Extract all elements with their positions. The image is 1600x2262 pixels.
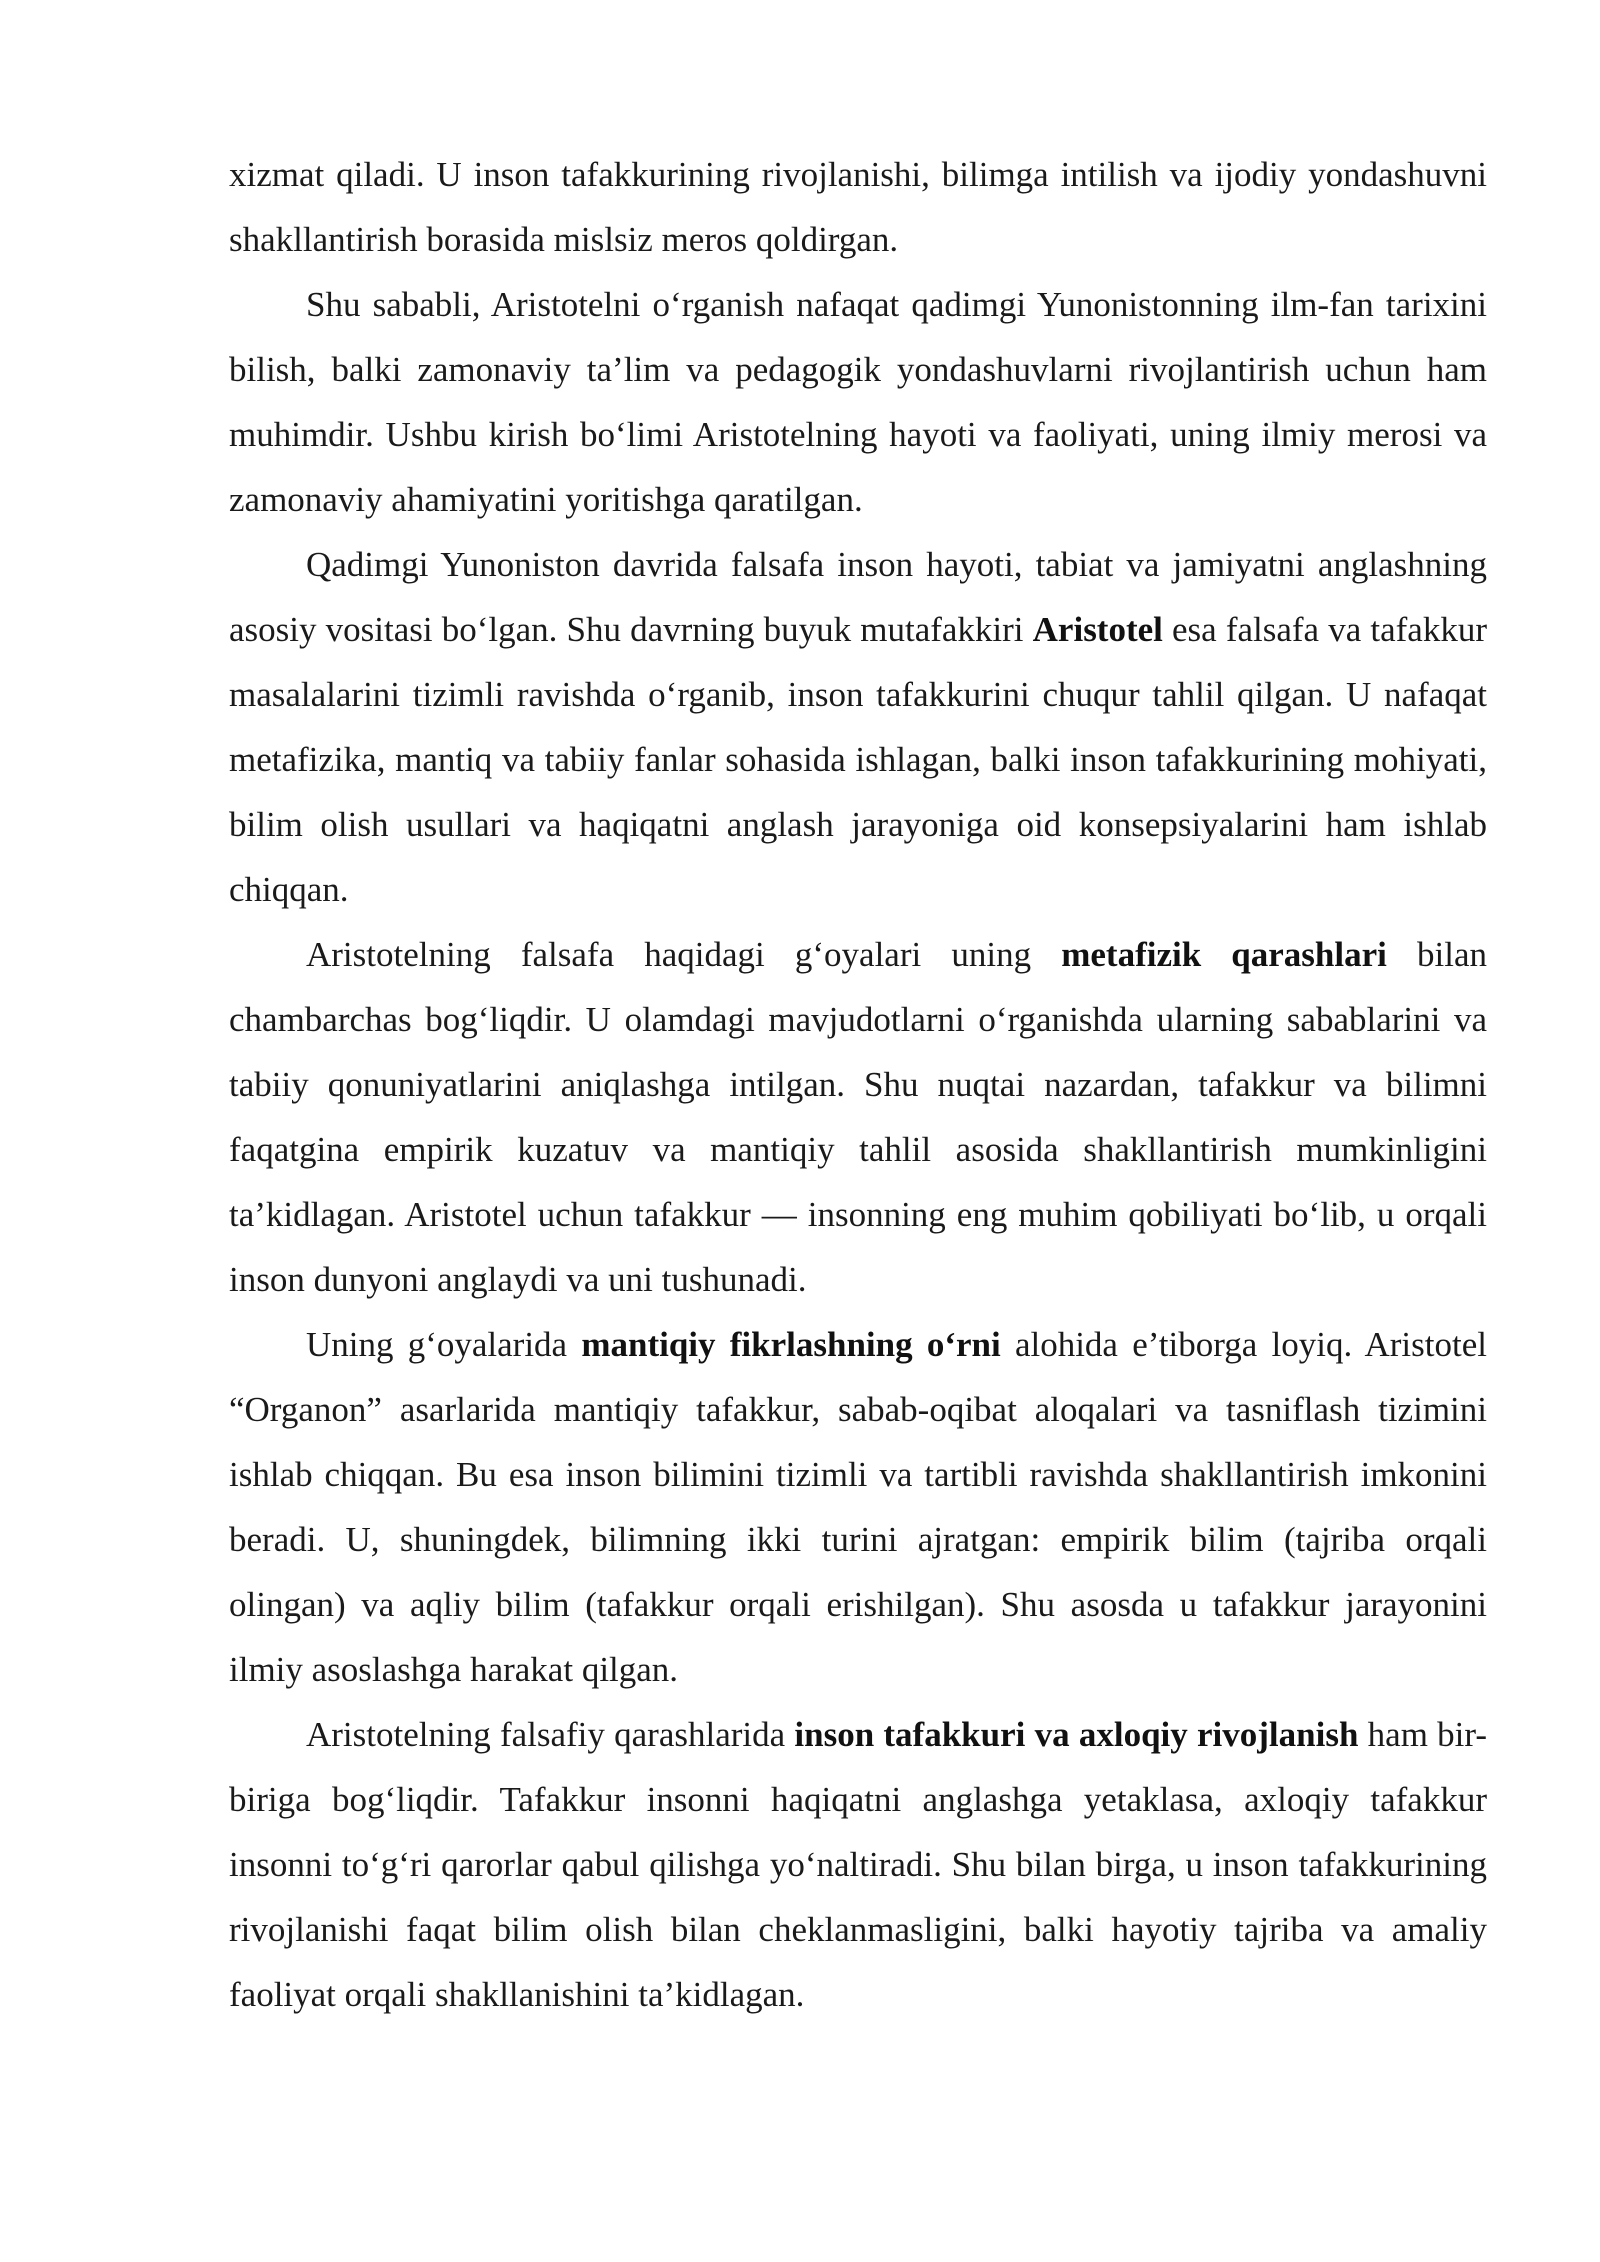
paragraph-3-text-b: esa falsafa va tafakkur masalalarini tizimli ravishda o‘rganib, inson tafakkurini chuqur tahlil qilgan. U nafaqat metafizika, mantiq va tabiiy fanlar sohasida ishlagan, balki inson tafakkurining mohiyati, bilim olish usullari va haqiqatni anglash jarayoniga oid konsepsiyalarini ham ishlab chiqqan. bbox=[229, 610, 1487, 909]
paragraph-2 bbox=[229, 272, 1487, 532]
paragraph-5 bbox=[229, 1312, 1487, 1702]
paragraph-6-bold-term: inson tafakkuri va axloqiy rivojlanish bbox=[794, 1715, 1359, 1754]
paragraph-2-text: Shu sababli, Aristotelni o‘rganish nafaqat qadimgi Yunonistonning ilm-fan tarixini bilish, balki zamonaviy ta’lim va pedagogik yondashuvlarni rivojlantirish uchun ham muhimdir. Ushbu kirish bo‘limi Aristotelning hayoti va faoliyati, uning ilmiy merosi va zamonaviy ahamiyatini yoritishga qaratilgan. bbox=[229, 285, 1487, 519]
paragraph-4-text-b: bilan chambarchas bog‘liqdir. U olamdagi mavjudotlarni o‘rganishda ularning sabablarini va tabiiy qonuniyatlarini aniqlashga intilgan. Shu nuqtai nazardan, tafakkur va bilimni faqatgina empirik kuzatuv va mantiqiy tahlil asosida shakllantirish mumkinligini ta’kidlagan. Aristotel uchun tafakkur — insonning eng muhim qobiliyati bo‘lib, u orqali inson dunyoni anglaydi va uni tushunadi. bbox=[229, 935, 1487, 1299]
paragraph-3 bbox=[229, 532, 1487, 922]
paragraph-1-text: xizmat qiladi. U inson tafakkurining rivojlanishi, bilimga intilish va ijodiy yondashuvni shakllantirish borasida mislsiz meros qoldirgan. bbox=[229, 155, 1487, 259]
document-page bbox=[229, 142, 1487, 2027]
paragraph-4 bbox=[229, 922, 1487, 1312]
paragraph-5-text-b: alohida e’tiborga loyiq. Aristotel “Organon” asarlarida mantiqiy tafakkur, sabab-oqibat aloqalari va tasniflash tizimini ishlab chiqqan. Bu esa inson bilimini tizimli va tartibli ravishda shakllantirish imkonini beradi. U, shuningdek, bilimning ikki turini ajratgan: empirik bilim (tajriba orqali olingan) va aqliy bilim (tafakkur orqali erishilgan). Shu asosda u tafakkur jarayonini ilmiy asoslashga harakat qilgan. bbox=[229, 1325, 1487, 1689]
paragraph-3-bold-term: Aristotel bbox=[1032, 610, 1163, 649]
paragraph-4-text-a: Aristotelning falsafa haqidagi g‘oyalari uning bbox=[306, 935, 1062, 974]
paragraph-3-text-a: Qadimgi Yunoniston davrida falsafa inson hayoti, tabiat va jamiyatni anglashning asosiy vositasi bo‘lgan. Shu davrning buyuk mutafakkiri bbox=[229, 545, 1487, 649]
paragraph-6 bbox=[229, 1702, 1487, 2027]
paragraph-4-bold-term: metafizik qarashlari bbox=[1061, 935, 1387, 974]
paragraph-6-text-b: ham bir-biriga bog‘liqdir. Tafakkur insonni haqiqatni anglashga yetaklasa, axloqiy tafakkur insonni to‘g‘ri qarorlar qabul qilishga yo‘naltiradi. Shu bilan birga, u inson tafakkurining rivojlanishi faqat bilim olish bilan cheklanmasligini, balki hayotiy tajriba va amaliy faoliyat orqali shakllanishini ta’kidlagan. bbox=[229, 1715, 1487, 2014]
paragraph-6-text-a: Aristotelning falsafiy qarashlarida bbox=[306, 1715, 795, 1754]
paragraph-5-bold-term: mantiqiy fikrlashning o‘rni bbox=[581, 1325, 1001, 1364]
paragraph-1 bbox=[229, 142, 1487, 272]
paragraph-5-text-a: Uning g‘oyalarida bbox=[306, 1325, 582, 1364]
